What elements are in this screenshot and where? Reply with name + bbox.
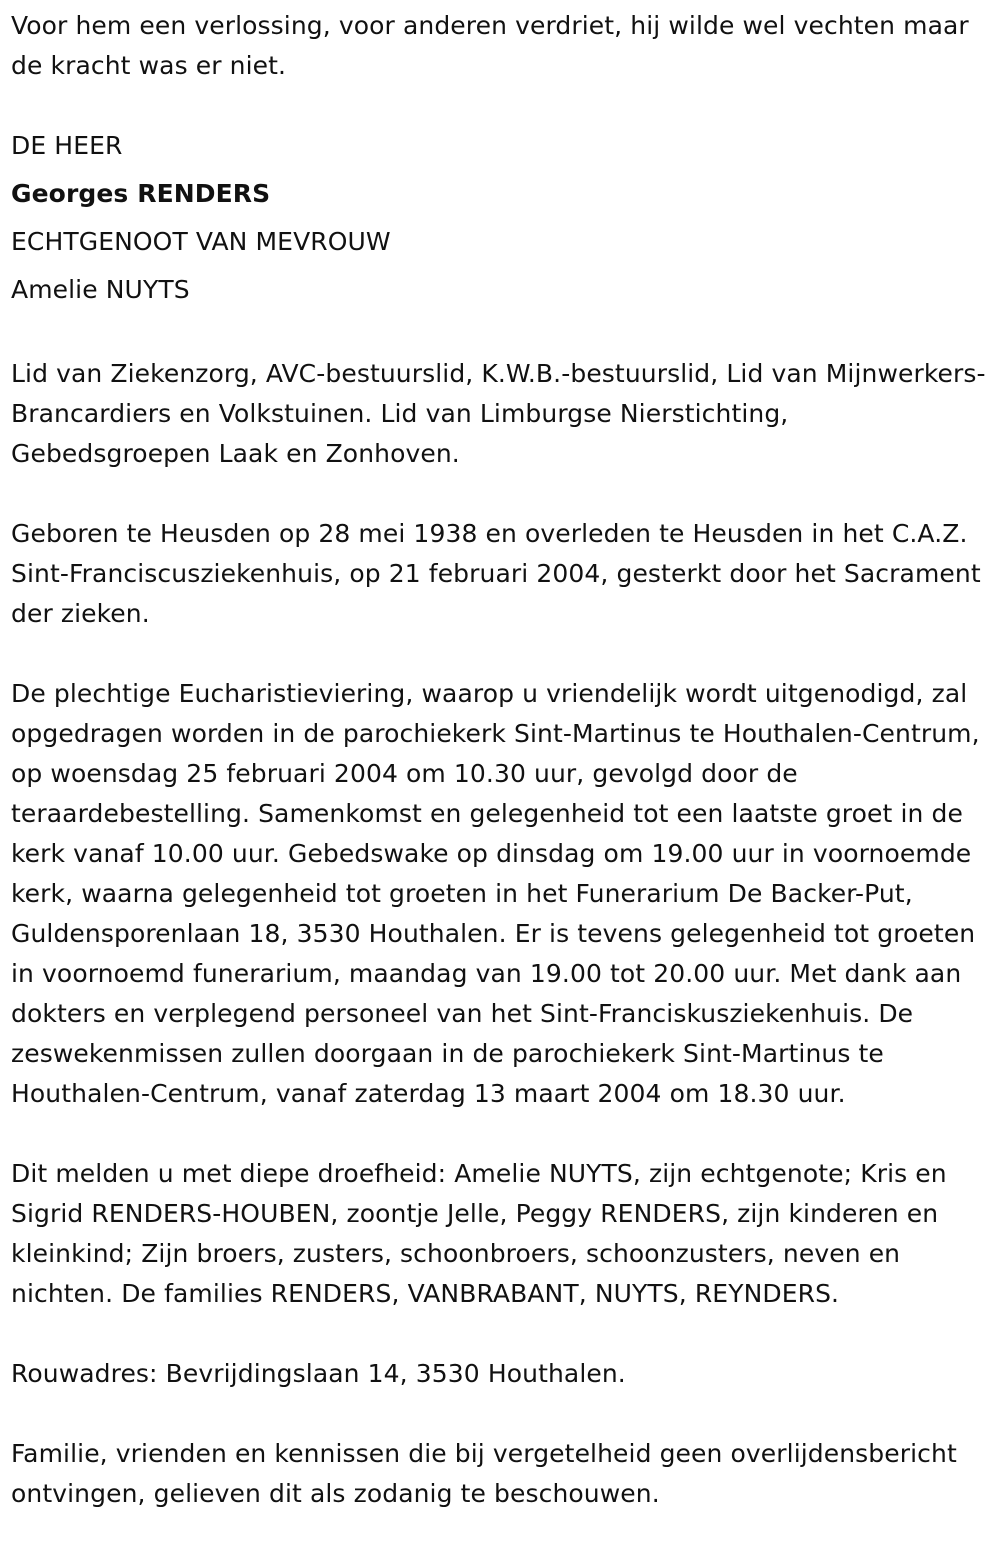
ceremony-paragraph: De plechtige Eucharistieviering, waarop u vriendelijk wordt uitgenodigd, zal opgedragen worden in de parochiekerk Sint-Martinus te Houthalen-Centrum, op woensdag 25 februari 2004 om 10.30 uur, gevolgd door de teraardebestelling. Samenkomst en gelegenheid tot een laatste groet in de kerk vanaf 10.00 uur. Gebedswake op dinsdag om 19.00 uur in voornoemde kerk, waarna gelegenheid tot groeten in het Funerarium De Backer-Put, Guldensporenlaan 18, 3530 Houthalen. Er is tevens gelegenheid tot groeten in voornoemd funerarium, maandag van 19.00 tot 20.00 uur. Met dank aan dokters en verplegend personeel van het Sint-Franciskusziekenhuis. De zeswekenmissen zullen doorgaan in de parochiekerk Sint-Martinus te Houthalen-Centrum, vanaf zaterdag 13 maart 2004 om 18.30 uur. [11, 679, 980, 1108]
address-paragraph: Rouwadres: Bevrijdingslaan 14, 3530 Houthalen. [11, 1359, 626, 1388]
obituary-document [11, 6, 991, 1514]
intro-quote: Voor hem een verlossing, voor anderen verdriet, hij wilde wel vechten maar de kracht was er niet. [11, 11, 969, 80]
relation-label: ECHTGENOOT VAN MEVROUW [11, 227, 391, 256]
birth-death-paragraph: Geboren te Heusden op 28 mei 1938 en overleden te Heusden in het C.A.Z. Sint-Franciscusziekenhuis, op 21 februari 2004, gesterkt door het Sacrament der zieken. [11, 519, 981, 628]
spouse-name: Amelie NUYTS [11, 275, 190, 304]
announcement-paragraph: Dit melden u met diepe droefheid: Amelie NUYTS, zijn echtgenote; Kris en Sigrid RENDERS-HOUBEN, zoontje Jelle, Peggy RENDERS, zijn kinderen en kleinkind; Zijn broers, zusters, schoonbroers, schoonzusters, neven en nichten. De families RENDERS, VANBRABANT, NUYTS, REYNDERS. [11, 1159, 947, 1308]
memberships-paragraph: Lid van Ziekenzorg, AVC-bestuurslid, K.W.B.-bestuurslid, Lid van Mijnwerkers-Brancardiers en Volkstuinen. Lid van Limburgse Nierstichting, Gebedsgroepen Laak en Zonhoven. [11, 359, 986, 468]
closing-paragraph: Familie, vrienden en kennissen die bij vergetelheid geen overlijdensbericht ontvingen, gelieven dit als zodanig te beschouwen. [11, 1439, 957, 1508]
title-label: DE HEER [11, 131, 123, 160]
deceased-name: Georges RENDERS [11, 179, 271, 208]
deceased-heading [11, 126, 991, 314]
